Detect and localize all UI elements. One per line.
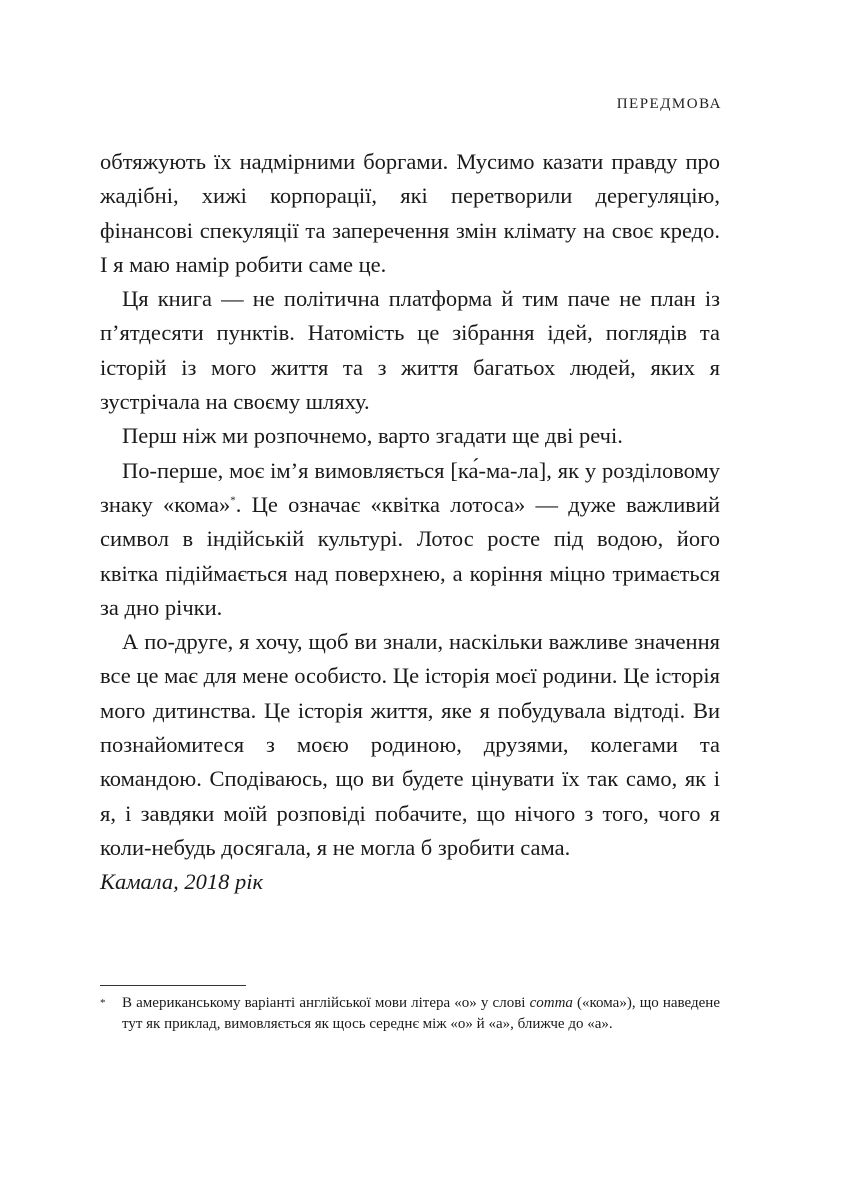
running-head: ПЕРЕДМОВА xyxy=(616,96,722,112)
body-text xyxy=(100,145,720,900)
paragraph-name-pronunciation xyxy=(100,454,720,625)
footnote-text-part: В американському варіанті англійської мови літера «o» у слові xyxy=(122,995,530,1011)
footnote-text xyxy=(122,993,720,1035)
footnote-italic-word: comma xyxy=(529,995,573,1011)
paragraph: А по-друге, я хочу, щоб ви знали, наскільки важливе значення все це має для мене особисто. Це історія моєї родини. Це історія мого дитинства. Це історія життя, яке я побудувала відтоді. Ви познайомитеся з моєю родиною, друзями, колегами та командою. Сподіваюсь, що ви будете цінувати їх так само, як і я, і завдяки моїй розповіді побачите, що нічого з того, чого я коли-небудь досягала, я не могла б зробити сама. xyxy=(100,629,720,860)
signature: Камала, 2018 рік xyxy=(100,869,264,895)
paragraph-text: По-перше, моє ім’я вимовляється [ка́-ма-ла], як у розділовому знаку «кома» xyxy=(100,457,720,517)
footnote-reference[interactable]: * xyxy=(230,494,236,507)
footnote-divider xyxy=(100,985,246,986)
paragraph-continuation: обтяжують їх надмірними боргами. Мусимо казати правду про жадібні, хижі корпорації, які перетворили дерегуляцію, фінансові спекуляції та заперечення змін клімату на своє кредо. І я маю намір робити саме це. xyxy=(100,149,720,277)
paragraph: Перш ніж ми розпочнемо, варто згадати ще дві речі. xyxy=(122,423,623,449)
footnote-marker: * xyxy=(100,997,106,1009)
paragraph: Ця книга — не політична платформа й тим паче не план із п’ятдесяти пунктів. Натомість це зібрання ідей, поглядів та історій із мого життя та з життя багатьох людей, яких я зустрічала на своєму шляху. xyxy=(100,286,720,415)
paragraph-text: . Це означає «квітка лотоса» — дуже важливий символ в індійській культурі. Лотос росте під водою, його квітка підіймається над поверхнею, а коріння міцно тримається за дно річки. xyxy=(100,491,720,620)
footnote xyxy=(100,993,720,1035)
footnote-text-part: («кома»), що наведене тут як приклад, вимовляється як щось середнє між «o» й «a», ближче до «a». xyxy=(122,995,720,1032)
